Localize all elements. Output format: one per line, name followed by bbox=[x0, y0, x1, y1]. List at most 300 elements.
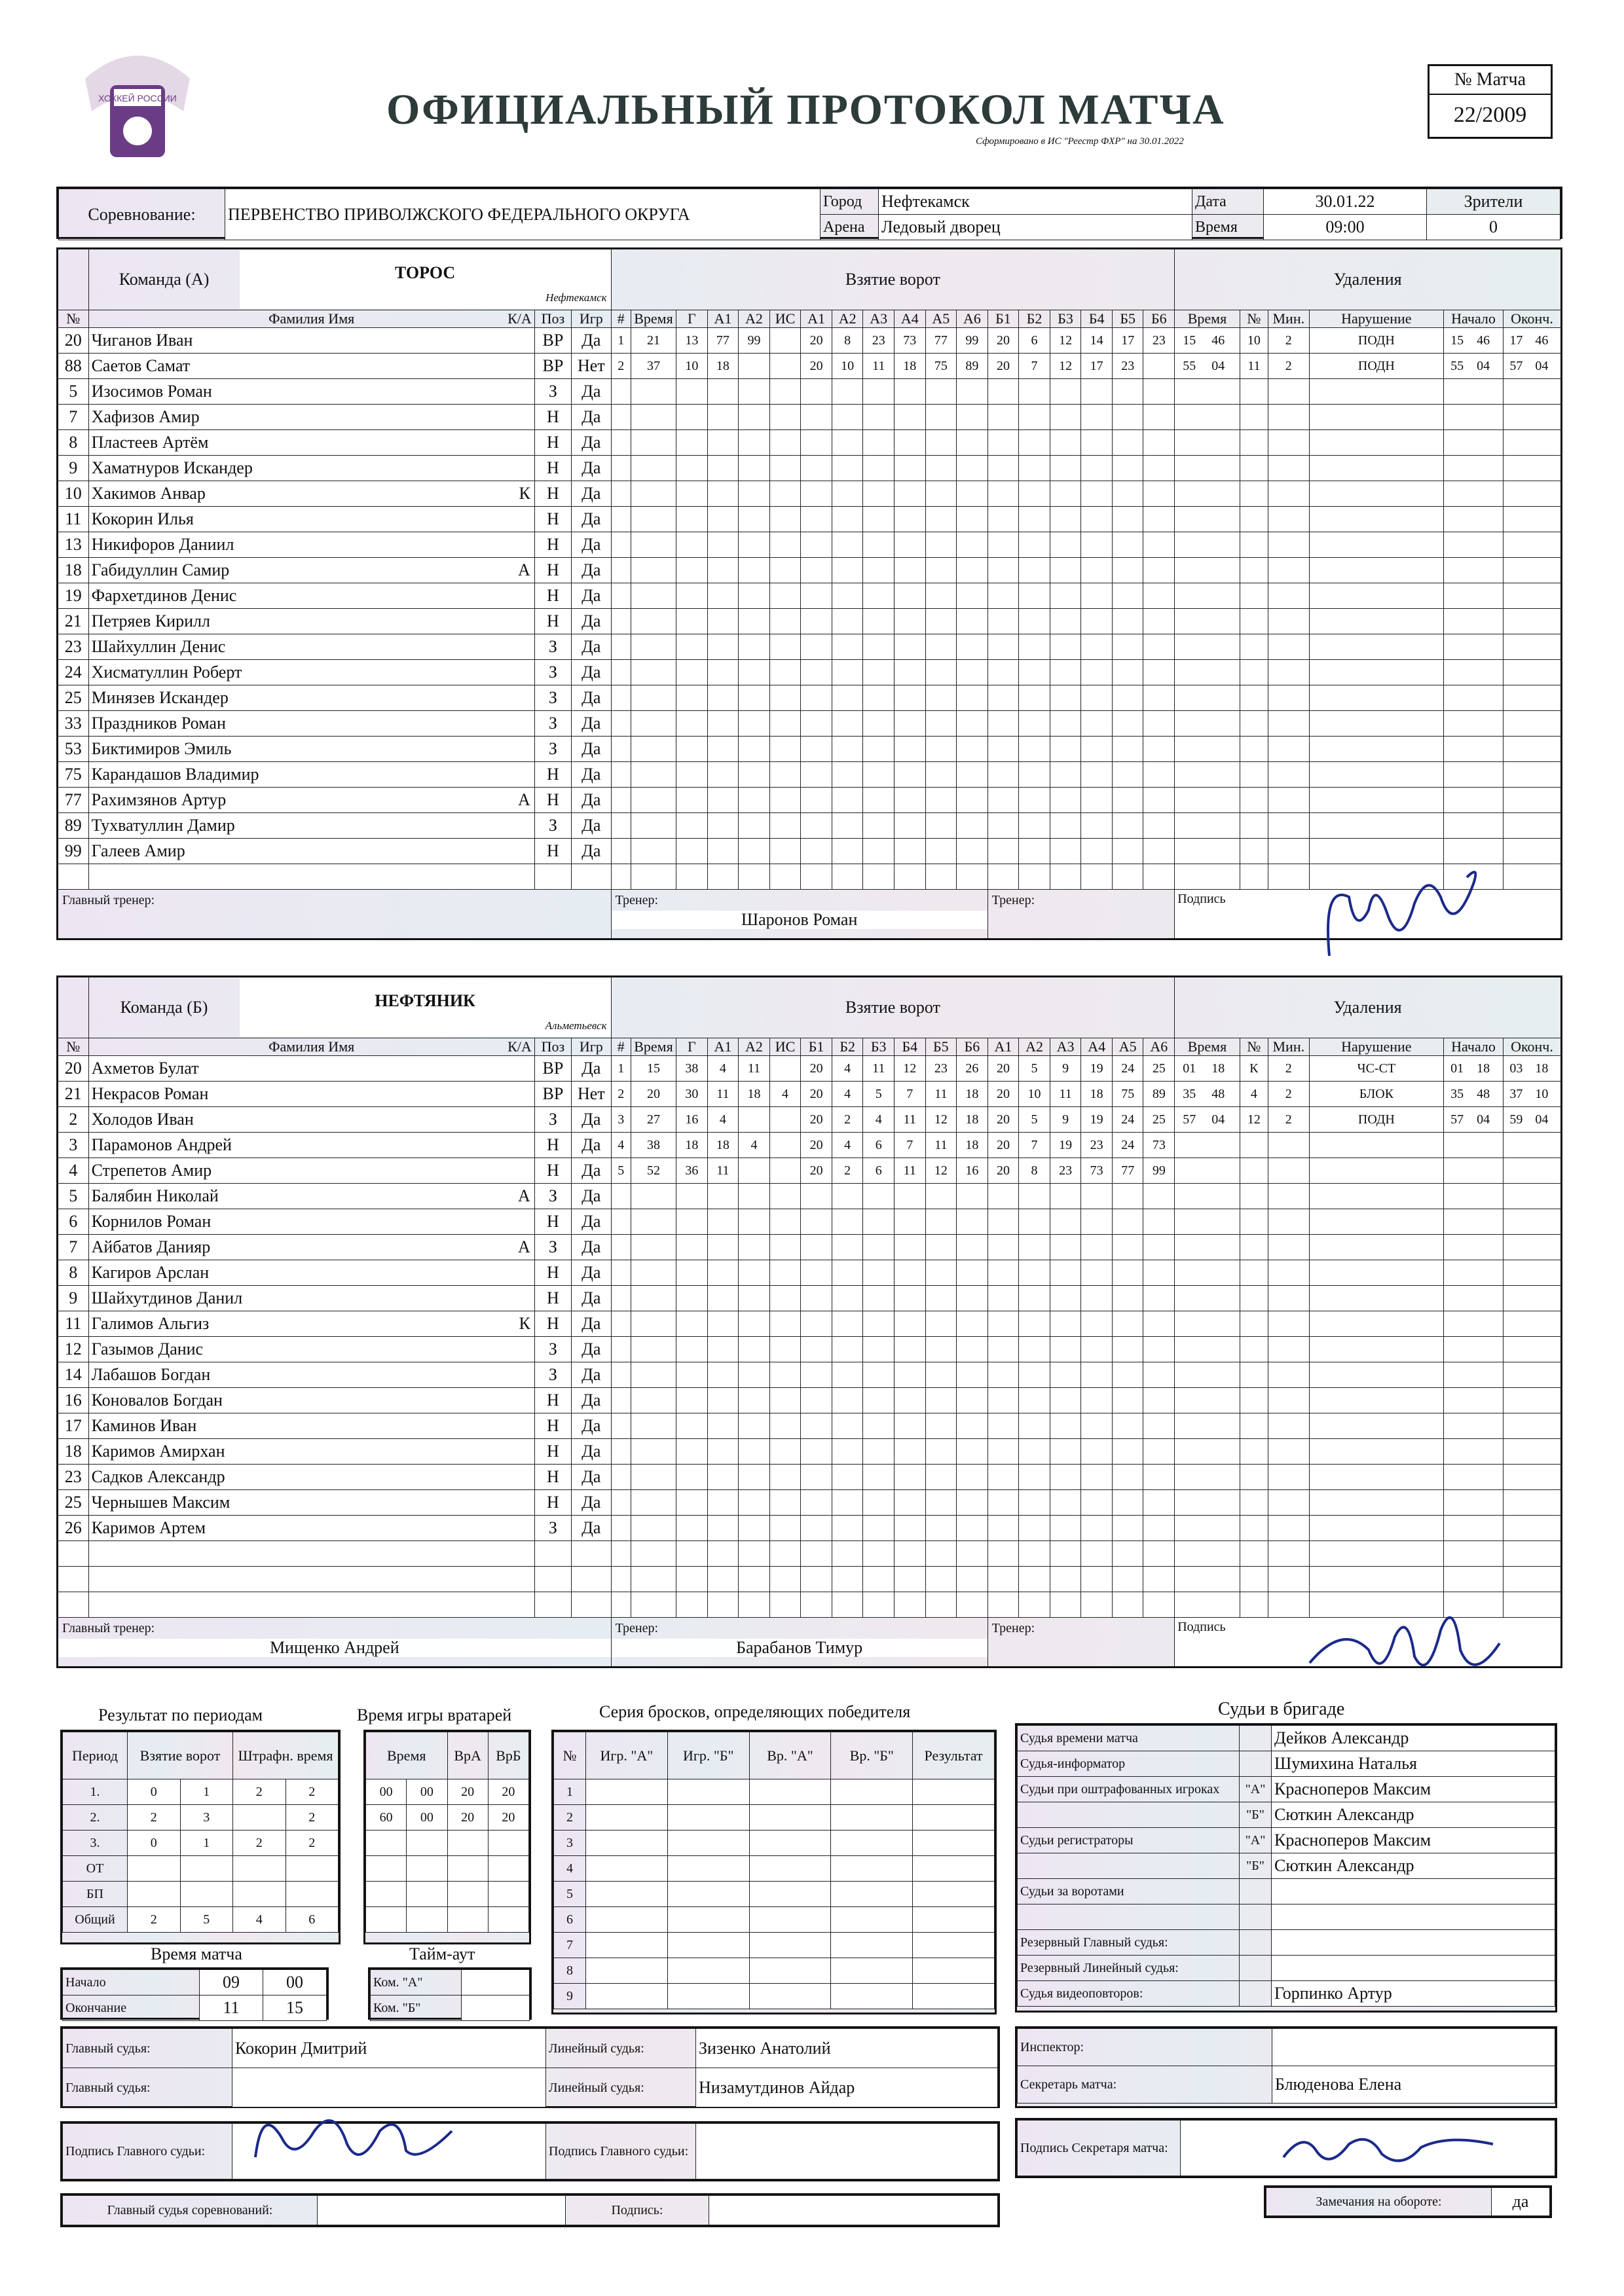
cell: 4 bbox=[58, 1158, 89, 1184]
cell: 20 bbox=[488, 1805, 528, 1831]
cell: Н bbox=[534, 405, 571, 430]
cell: 20 bbox=[801, 1158, 832, 1184]
cell bbox=[769, 354, 801, 379]
cell: 48 bbox=[1477, 1087, 1490, 1101]
cell bbox=[488, 1907, 528, 1933]
cell: 19 bbox=[1081, 1107, 1113, 1133]
cell: Да bbox=[572, 379, 612, 405]
cell bbox=[447, 1882, 488, 1907]
cell: 20 bbox=[447, 1805, 488, 1831]
col-pen-2: Мин. bbox=[1268, 310, 1309, 328]
col-goal-0: # bbox=[611, 1038, 631, 1056]
cell: 23 bbox=[1081, 1133, 1113, 1158]
cell: 48 bbox=[1211, 1087, 1225, 1101]
player-row bbox=[58, 532, 1562, 558]
player-row bbox=[58, 1056, 1562, 1082]
teamB-head-coach: Мищенко Андрей bbox=[58, 1639, 611, 1657]
cell: 75 bbox=[58, 762, 89, 788]
col-goal-12: Б1 bbox=[987, 310, 1019, 328]
cell: Да bbox=[572, 583, 612, 609]
secretary-signature bbox=[1277, 2124, 1500, 2177]
cell: Праздников Роман bbox=[91, 714, 226, 733]
cell: Да bbox=[572, 532, 612, 558]
cell bbox=[366, 1882, 407, 1907]
col-goal-11: А6 bbox=[957, 310, 988, 328]
fhr-logo bbox=[59, 39, 216, 170]
cell: 23 bbox=[863, 328, 895, 354]
cell: 15 bbox=[631, 1056, 676, 1082]
cell bbox=[366, 1831, 407, 1856]
cell: 0 bbox=[128, 1779, 181, 1805]
cell: 10 bbox=[1240, 328, 1268, 354]
goalie-time-table bbox=[363, 1730, 531, 1944]
cell: 75 bbox=[1112, 1082, 1143, 1107]
cell: 3 bbox=[58, 1133, 89, 1158]
cell: 6 bbox=[286, 1907, 339, 1933]
cell bbox=[366, 1856, 407, 1882]
period-row bbox=[63, 1856, 339, 1882]
cell: ВР bbox=[534, 1082, 571, 1107]
player-row bbox=[58, 583, 1562, 609]
cell: 9 bbox=[554, 1984, 586, 2009]
cell bbox=[128, 1856, 181, 1882]
col-goal-17: Б6 bbox=[1143, 310, 1175, 328]
so-row bbox=[554, 1831, 995, 1856]
cell: Да bbox=[572, 1260, 612, 1286]
cell: Габидуллин Самир bbox=[91, 560, 230, 579]
col-name: Фамилия Имя bbox=[268, 310, 355, 327]
cell: 3. bbox=[63, 1831, 128, 1856]
cell: Да bbox=[572, 1490, 612, 1516]
cell: 35 bbox=[1450, 1087, 1464, 1101]
cell: 18 bbox=[1477, 1061, 1490, 1076]
cell: З bbox=[534, 1516, 571, 1541]
timeout-b-label: Ком. "Б" bbox=[371, 1995, 462, 2021]
cell: 12 bbox=[894, 1056, 925, 1082]
cell bbox=[286, 1882, 339, 1907]
comp-ref-label: Главный судья соревнований: bbox=[63, 2196, 318, 2225]
col-pos: Поз bbox=[534, 310, 571, 328]
time: 09:00 bbox=[1264, 215, 1427, 240]
cell: 18 bbox=[1211, 1061, 1225, 1076]
cell: Да bbox=[572, 660, 612, 685]
col-pen-0: Время bbox=[1175, 1038, 1240, 1056]
match-number-box bbox=[1428, 64, 1553, 139]
cell: 6 bbox=[863, 1133, 895, 1158]
cell: 37 bbox=[1509, 1087, 1523, 1101]
cell: 11 bbox=[863, 354, 895, 379]
teamA-sign-label: Подпись bbox=[1177, 892, 1226, 906]
cell: З bbox=[534, 711, 571, 737]
teamA-head-coach-label: Главный тренер: bbox=[62, 893, 155, 907]
cell: Хакимов Анвар bbox=[91, 484, 206, 503]
teamB-goals-title: Взятие ворот bbox=[611, 977, 1175, 1038]
cell: Корнилов Роман bbox=[91, 1212, 212, 1231]
cell: "А" bbox=[1240, 1777, 1272, 1802]
col-pen-2: Мин. bbox=[1268, 1038, 1309, 1056]
ref-row bbox=[1018, 1802, 1555, 1828]
cell: 03 bbox=[1509, 1061, 1523, 1076]
cell: Да bbox=[572, 1465, 612, 1490]
col-goal-16: Б5 bbox=[1112, 310, 1143, 328]
remarks-value: да bbox=[1492, 2188, 1550, 2216]
player-row bbox=[58, 788, 1562, 813]
cell: Чиганов Иван bbox=[91, 331, 193, 350]
player-row bbox=[58, 1082, 1562, 1107]
cell: 20 bbox=[987, 354, 1019, 379]
cell: 18 bbox=[58, 558, 89, 583]
cell: 1 bbox=[611, 1056, 631, 1082]
col-pen-0: Время bbox=[1175, 310, 1240, 328]
cell: 19 bbox=[1050, 1133, 1081, 1158]
player-row bbox=[58, 1107, 1562, 1133]
logo-text: ХОККЕЙ РОССИИ bbox=[98, 93, 177, 103]
gk-row bbox=[366, 1831, 529, 1856]
cell: Н bbox=[534, 1439, 571, 1465]
cell: ВР bbox=[534, 1056, 571, 1082]
cell: 10 bbox=[1535, 1087, 1549, 1101]
col-goal-14: Б3 bbox=[1050, 310, 1081, 328]
cell: Резервный Главный судья: bbox=[1018, 1930, 1240, 1956]
cell: Н bbox=[534, 1388, 571, 1413]
cell: 8 bbox=[1019, 1158, 1050, 1184]
cell: 14 bbox=[1081, 328, 1113, 354]
player-row bbox=[58, 1439, 1562, 1465]
cell bbox=[180, 1882, 233, 1907]
cell: 18 bbox=[58, 1439, 89, 1465]
cell bbox=[488, 1856, 528, 1882]
so-h-0: № bbox=[554, 1732, 586, 1779]
ref-row bbox=[1018, 1904, 1555, 1930]
cell bbox=[407, 1831, 447, 1856]
line-ref-1: Зизенко Анатолий bbox=[696, 2029, 998, 2068]
cell: 18 bbox=[1535, 1061, 1549, 1076]
cell: 4 bbox=[739, 1133, 770, 1158]
cell: 7 bbox=[58, 1235, 89, 1260]
competition: ПЕРВЕНСТВО ПРИВОЛЖСКОГО ФЕДЕРАЛЬНОГО ОКРУГА bbox=[225, 189, 821, 240]
cell: 23 bbox=[925, 1056, 957, 1082]
cell: 77 bbox=[1112, 1158, 1143, 1184]
cell: 4 bbox=[233, 1907, 286, 1933]
col-goal-8: А3 bbox=[863, 310, 895, 328]
col-goal-5: ИС bbox=[769, 310, 801, 328]
cell bbox=[488, 1882, 528, 1907]
col-pen-4: Начало bbox=[1444, 310, 1504, 328]
cell: 2 bbox=[1268, 328, 1309, 354]
ref-row bbox=[1018, 1853, 1555, 1879]
cell: 20 bbox=[58, 328, 89, 354]
col-goal-13: А2 bbox=[1019, 1038, 1050, 1056]
cell bbox=[286, 1856, 339, 1882]
cell: Судья видеоповторов: bbox=[1018, 1981, 1240, 2007]
cell: 13 bbox=[676, 328, 708, 354]
cell: З bbox=[534, 737, 571, 762]
col-goal-15: А4 bbox=[1081, 1038, 1113, 1056]
cell: Петряев Кирилл bbox=[91, 611, 210, 630]
col-goal-5: ИС bbox=[769, 1038, 801, 1056]
player-row bbox=[58, 1465, 1562, 1490]
cell: 20 bbox=[801, 354, 832, 379]
player-row bbox=[58, 1209, 1562, 1235]
cell: 9 bbox=[58, 1286, 89, 1311]
cell: Холодов Иван bbox=[91, 1110, 194, 1129]
cell: 8 bbox=[554, 1958, 586, 1984]
so-h-2: Игр. "Б" bbox=[667, 1732, 749, 1779]
cell: 6 bbox=[554, 1907, 586, 1933]
cell: 01 bbox=[1450, 1061, 1464, 1076]
ref-row bbox=[1018, 1751, 1555, 1777]
generated-note: Сформировано в ИС "Реестр ФХР" на 30.01.2022 bbox=[976, 136, 1184, 147]
cell: 35 bbox=[1183, 1087, 1196, 1101]
cell: Лабашов Богдан bbox=[91, 1365, 211, 1384]
player-row bbox=[58, 660, 1562, 685]
cell: 18 bbox=[1081, 1082, 1113, 1107]
cell: Судья времени матча bbox=[1018, 1726, 1240, 1751]
line-ref-label-1: Линейный судья: bbox=[546, 2029, 696, 2068]
cell: Каримов Артем bbox=[91, 1518, 206, 1537]
cell: 4 bbox=[769, 1082, 801, 1107]
cell: 24 bbox=[1112, 1107, 1143, 1133]
col-goal-8: Б3 bbox=[863, 1038, 895, 1056]
cell: 53 bbox=[58, 737, 89, 762]
cell: Биктимиров Эмиль bbox=[91, 739, 232, 758]
teamB-label: Команда (Б) bbox=[120, 998, 208, 1017]
cell: Нет bbox=[572, 1082, 612, 1107]
cell: 20 bbox=[987, 1158, 1019, 1184]
cell: Н bbox=[534, 1209, 571, 1235]
teamA-coach-label: Тренер: bbox=[615, 893, 659, 907]
cell: Нет bbox=[572, 354, 612, 379]
cell: 12 bbox=[925, 1158, 957, 1184]
cell: З bbox=[534, 685, 571, 711]
cell: 2 bbox=[128, 1907, 181, 1933]
cell: 20 bbox=[447, 1779, 488, 1805]
cell: 5 bbox=[180, 1907, 233, 1933]
cell: Н bbox=[534, 583, 571, 609]
cell bbox=[1240, 1879, 1272, 1904]
cell: К bbox=[519, 484, 530, 503]
cell: 2 bbox=[286, 1779, 339, 1805]
player-row bbox=[58, 507, 1562, 532]
cell: 2 bbox=[832, 1107, 863, 1133]
cell: 04 bbox=[1211, 1112, 1225, 1127]
cell: 11 bbox=[925, 1133, 957, 1158]
date-label: Дата bbox=[1192, 189, 1264, 215]
cell: 18 bbox=[957, 1133, 988, 1158]
cell: Галимов Альгиз bbox=[91, 1314, 210, 1333]
so-row bbox=[554, 1856, 995, 1882]
inspector-table bbox=[1015, 2026, 1557, 2108]
cell: Шайхуллин Денис bbox=[91, 637, 226, 656]
ref-row bbox=[1018, 1930, 1555, 1956]
cell: Н bbox=[534, 1413, 571, 1439]
so-h-4: Вр. "Б" bbox=[831, 1732, 913, 1779]
col-goal-14: А3 bbox=[1050, 1038, 1081, 1056]
player-row bbox=[58, 1516, 1562, 1541]
cell: 36 bbox=[676, 1158, 708, 1184]
arena: Ледовый дворец bbox=[879, 215, 1192, 240]
col-goal-10: А5 bbox=[925, 310, 957, 328]
cell: Н bbox=[534, 1311, 571, 1337]
period-row bbox=[63, 1779, 339, 1805]
cell: 25 bbox=[1143, 1056, 1175, 1082]
so-h-1: Игр. "А" bbox=[586, 1732, 668, 1779]
player-row bbox=[58, 1311, 1562, 1337]
player-row bbox=[58, 328, 1562, 354]
cell bbox=[1018, 1904, 1240, 1930]
ref-row bbox=[1018, 1981, 1555, 2007]
teamA-goals-title: Взятие ворот bbox=[611, 249, 1175, 310]
cell: Да bbox=[572, 481, 612, 507]
secretary-label: Секретарь матча: bbox=[1018, 2066, 1272, 2104]
cell: Садков Александр bbox=[91, 1467, 225, 1486]
cell: 16 bbox=[676, 1107, 708, 1133]
teamB-name: НЕФТЯНИК bbox=[375, 991, 475, 1010]
cell: 2 bbox=[1268, 1082, 1309, 1107]
cell: 25 bbox=[1143, 1107, 1175, 1133]
cell: 18 bbox=[739, 1082, 770, 1107]
cell bbox=[769, 328, 801, 354]
cell: З bbox=[534, 379, 571, 405]
cell: Судьи регистраторы bbox=[1018, 1828, 1240, 1853]
cell: 46 bbox=[1211, 333, 1225, 348]
line-ref-2: Низамутдинов Айдар bbox=[696, 2068, 998, 2107]
cell: 17 bbox=[1112, 328, 1143, 354]
end-label: Окончание bbox=[63, 1995, 200, 2021]
cell: 6 bbox=[863, 1158, 895, 1184]
cell: Хафизов Амир bbox=[91, 407, 200, 426]
cell: 38 bbox=[676, 1056, 708, 1082]
cell: А bbox=[518, 560, 530, 579]
cell: Судьи при оштрафованных игроках bbox=[1018, 1777, 1240, 1802]
cell bbox=[407, 1856, 447, 1882]
cell: Фархетдинов Денис bbox=[91, 586, 237, 605]
cell: 77 bbox=[58, 788, 89, 813]
player-row bbox=[58, 1286, 1562, 1311]
player-row bbox=[58, 1413, 1562, 1439]
cell: К bbox=[1240, 1056, 1268, 1082]
so-h-3: Вр. "А" bbox=[749, 1732, 831, 1779]
cell: 99 bbox=[1143, 1158, 1175, 1184]
cell: 20 bbox=[801, 1056, 832, 1082]
cell bbox=[739, 1107, 770, 1133]
cell: 20 bbox=[987, 1107, 1019, 1133]
cell bbox=[1240, 1930, 1272, 1956]
cell: 9 bbox=[1050, 1107, 1081, 1133]
cell: 25 bbox=[58, 1490, 89, 1516]
teamB-sign-label: Подпись bbox=[1177, 1620, 1226, 1634]
cell: Да bbox=[572, 839, 612, 864]
cell bbox=[366, 1907, 407, 1933]
cell: 2 bbox=[832, 1158, 863, 1184]
cell: 18 bbox=[957, 1082, 988, 1107]
ref-row bbox=[1018, 1828, 1555, 1853]
gk-row bbox=[366, 1882, 529, 1907]
cell: 18 bbox=[707, 354, 739, 379]
col-no: № bbox=[58, 1038, 89, 1056]
cell: ВР bbox=[534, 354, 571, 379]
cell: 89 bbox=[58, 813, 89, 839]
cell: 10 bbox=[58, 481, 89, 507]
team-a-signature bbox=[1310, 858, 1506, 975]
cell: Горпинко Артур bbox=[1272, 1981, 1555, 2007]
cell: Каримов Амирхан bbox=[91, 1442, 225, 1461]
col-pos: Поз bbox=[534, 1038, 571, 1056]
periods-h-2: Штрафн. время bbox=[233, 1732, 339, 1779]
cell bbox=[739, 1158, 770, 1184]
cell: 12 bbox=[925, 1107, 957, 1133]
inspector-label: Инспектор: bbox=[1018, 2029, 1272, 2066]
cell bbox=[447, 1831, 488, 1856]
cell: Айбатов Данияр bbox=[91, 1237, 211, 1256]
cell: З bbox=[534, 1184, 571, 1209]
col-pen-3: Нарушение bbox=[1309, 1038, 1443, 1056]
cell: 11 bbox=[894, 1107, 925, 1133]
cell: Балябин Николай bbox=[91, 1186, 219, 1205]
cell: Н bbox=[534, 788, 571, 813]
cell: 20 bbox=[801, 1082, 832, 1107]
col-goal-10: Б5 bbox=[925, 1038, 957, 1056]
periods-table bbox=[60, 1730, 341, 1944]
cell: 5 bbox=[1019, 1107, 1050, 1133]
cell: 11 bbox=[707, 1158, 739, 1184]
period-row bbox=[63, 1882, 339, 1907]
info-row bbox=[56, 187, 1562, 239]
cell: 46 bbox=[1535, 333, 1549, 348]
sign-label: Подпись: bbox=[566, 2196, 709, 2225]
cell: 30 bbox=[676, 1082, 708, 1107]
cell bbox=[180, 1856, 233, 1882]
period-row bbox=[63, 1831, 339, 1856]
cell: 88 bbox=[58, 354, 89, 379]
cell: 14 bbox=[58, 1362, 89, 1388]
cell: 55 bbox=[1183, 359, 1196, 373]
cell: 21 bbox=[631, 328, 676, 354]
teamB-coach-label: Тренер: bbox=[615, 1621, 659, 1635]
col-ka: К/А bbox=[507, 310, 532, 327]
teamA-coach2-label: Тренер: bbox=[991, 893, 1035, 907]
teamB-city: Альметьевск bbox=[545, 1019, 607, 1032]
cell: 4 bbox=[707, 1107, 739, 1133]
col-pen-5: Оконч. bbox=[1503, 310, 1561, 328]
cell: 3 bbox=[180, 1805, 233, 1831]
col-goal-13: Б2 bbox=[1019, 310, 1050, 328]
cell: Сюткин Александр bbox=[1272, 1853, 1555, 1879]
cell: Дейков Александр bbox=[1272, 1726, 1555, 1751]
teamA-label: Команда (А) bbox=[119, 270, 210, 289]
cell: 20 bbox=[987, 1056, 1019, 1082]
cell: 2 bbox=[611, 1082, 631, 1107]
player-row bbox=[58, 1184, 1562, 1209]
col-goal-1: Время bbox=[631, 1038, 676, 1056]
cell: Шумихина Наталья bbox=[1272, 1751, 1555, 1777]
cell: 24 bbox=[58, 660, 89, 685]
cell: 12 bbox=[58, 1337, 89, 1362]
match-number-label: № Матча bbox=[1430, 66, 1551, 95]
cell: 46 bbox=[1477, 333, 1490, 348]
player-row bbox=[58, 405, 1562, 430]
cell: Кагиров Арслан bbox=[91, 1263, 210, 1282]
cell: 23 bbox=[1143, 328, 1175, 354]
cell: Да bbox=[572, 1209, 612, 1235]
cell bbox=[1272, 1879, 1555, 1904]
cell bbox=[233, 1882, 286, 1907]
cell: Минязев Искандер bbox=[91, 688, 229, 707]
cell: 20 bbox=[987, 1082, 1019, 1107]
player-row bbox=[58, 379, 1562, 405]
cell: З bbox=[534, 1362, 571, 1388]
cell: 2 bbox=[286, 1831, 339, 1856]
